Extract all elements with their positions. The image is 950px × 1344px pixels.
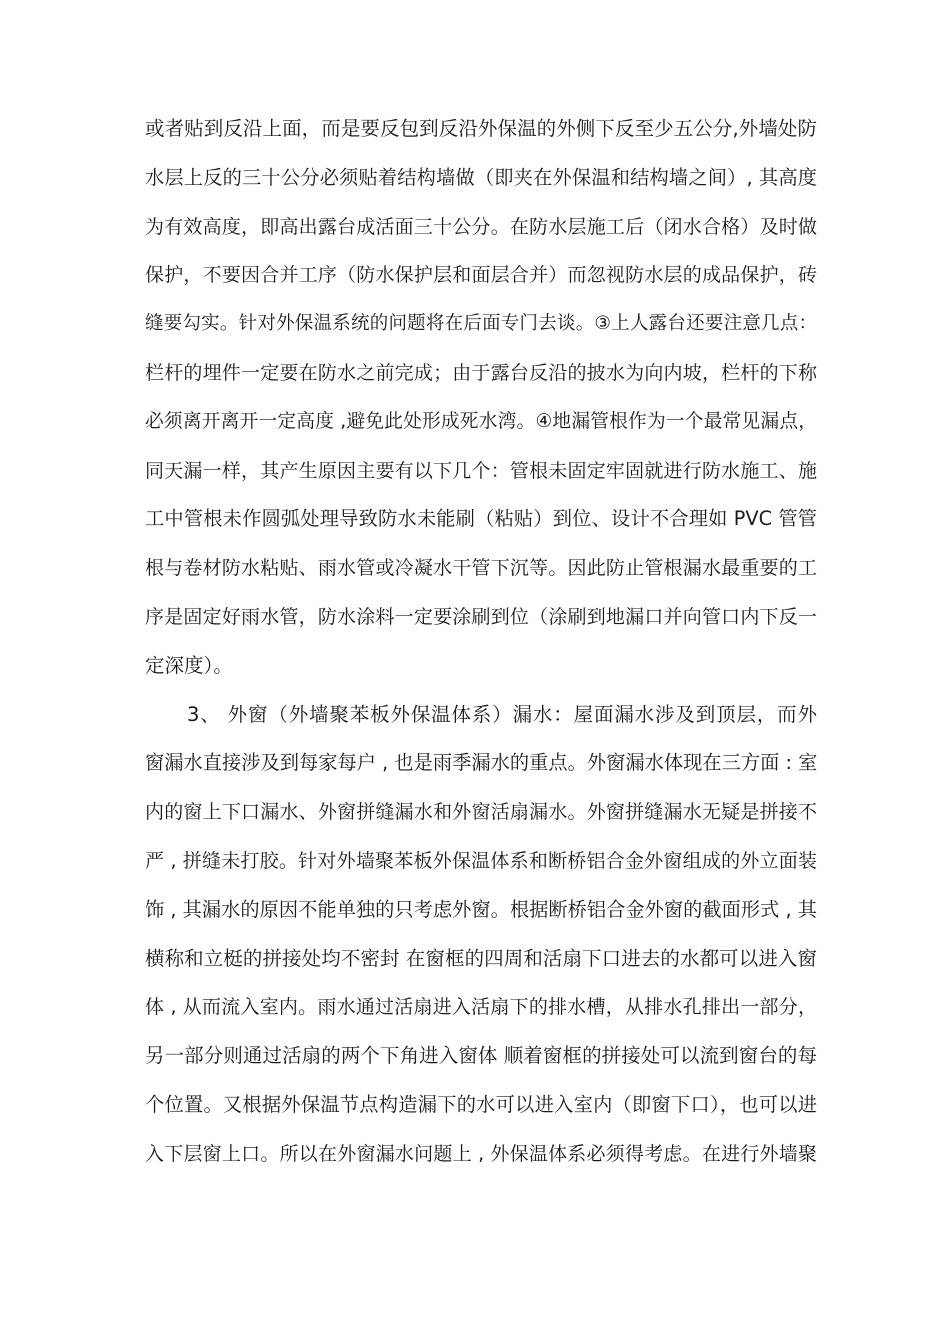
text-line: 内的窗上下口漏水、外窗拼缝漏水和外窗活扇漏水。外窗拼缝漏水无疑是拼接不 bbox=[145, 801, 817, 824]
section-heading-line: 3、 外窗（外墙聚苯板外保温体系）漏水：屋面漏水涉及到顶层，而外 bbox=[187, 702, 817, 726]
text-line: 必须离开离开一定高度 ,避免此处形成死水湾。④地漏管根作为一个最常见漏点， bbox=[145, 410, 817, 432]
text-line: 为有效高度，即高出露台成活面三十公分。在防水层施工后（闭水合格）及时做 bbox=[145, 215, 817, 238]
text-line: 根与卷材防水粘贴、雨水管或冷凝水干管下沉等。因此防止管根漏水最重要的工 bbox=[145, 557, 817, 580]
text-line: 保护，不要因合并工序（防水保护层和面层合并）而忽视防水层的成品保护，砖 bbox=[145, 264, 817, 287]
text-line: 水层上反的三十公分必须贴着结构墙做（即夹在外保温和结构墙之间）, 其高度 bbox=[145, 165, 817, 189]
body-text bbox=[145, 105, 817, 1179]
text-line: 栏杆的埋件一定要在防水之前完成；由于露台反沿的披水为向内坡，栏杆的下称 bbox=[145, 361, 817, 384]
text-line: 工中管根未作圆弧处理导致防水未能刷（粘贴）到位、设计不合理如 PVC 管管 bbox=[145, 507, 817, 531]
text-line: 缝要勾实。针对外保温系统的问题将在后面专门去谈。③上人露台还要注意几点： bbox=[145, 313, 817, 335]
text-line: 同天漏一样，其产生原因主要有以下几个：管根未固定牢固就进行防水施工、施 bbox=[145, 459, 817, 482]
text-line: 另一部分则通过活扇的两个下角进入窗体 顺着窗框的拼接处可以流到窗台的每 bbox=[145, 1044, 817, 1068]
text-line: 严 , 拼缝未打胶。针对外墙聚苯板外保温体系和断桥铝合金外窗组成的外立面装 bbox=[145, 849, 817, 872]
text-line: 入下层窗上口。所以在外窗漏水问题上 , 外保温体系必须得考虑。在进行外墙聚 bbox=[145, 1142, 817, 1165]
text-line: 饰 , 其漏水的原因不能单独的只考虑外窗。根据断桥铝合金外窗的截面形式 , 其 bbox=[145, 897, 817, 921]
text-line: 定深度）。 bbox=[145, 653, 233, 677]
text-line: 窗漏水直接涉及到每家每户 , 也是雨季漏水的重点。外窗漏水体现在三方面 : 室 bbox=[145, 751, 818, 775]
text-line: 个位置。又根据外保温节点构造漏下的水可以进入室内（即窗下口），也可以进 bbox=[145, 1092, 817, 1116]
text-line: 横称和立梃的拼接处均不密封 在窗框的四周和活扇下口进去的水都可以进入窗 bbox=[145, 946, 817, 970]
text-line: 体 , 从而流入室内。雨水通过活扇进入活扇下的排水槽，从排水孔排出一部分， bbox=[145, 996, 817, 1019]
text-line: 序是固定好雨水管，防水涂料一定要涂刷到位（涂刷到地漏口并向管口内下反一 bbox=[145, 605, 817, 628]
text-line: 或者贴到反沿上面，而是要反包到反沿外保温的外侧下反至少五公分,外墙处防 bbox=[145, 117, 817, 140]
